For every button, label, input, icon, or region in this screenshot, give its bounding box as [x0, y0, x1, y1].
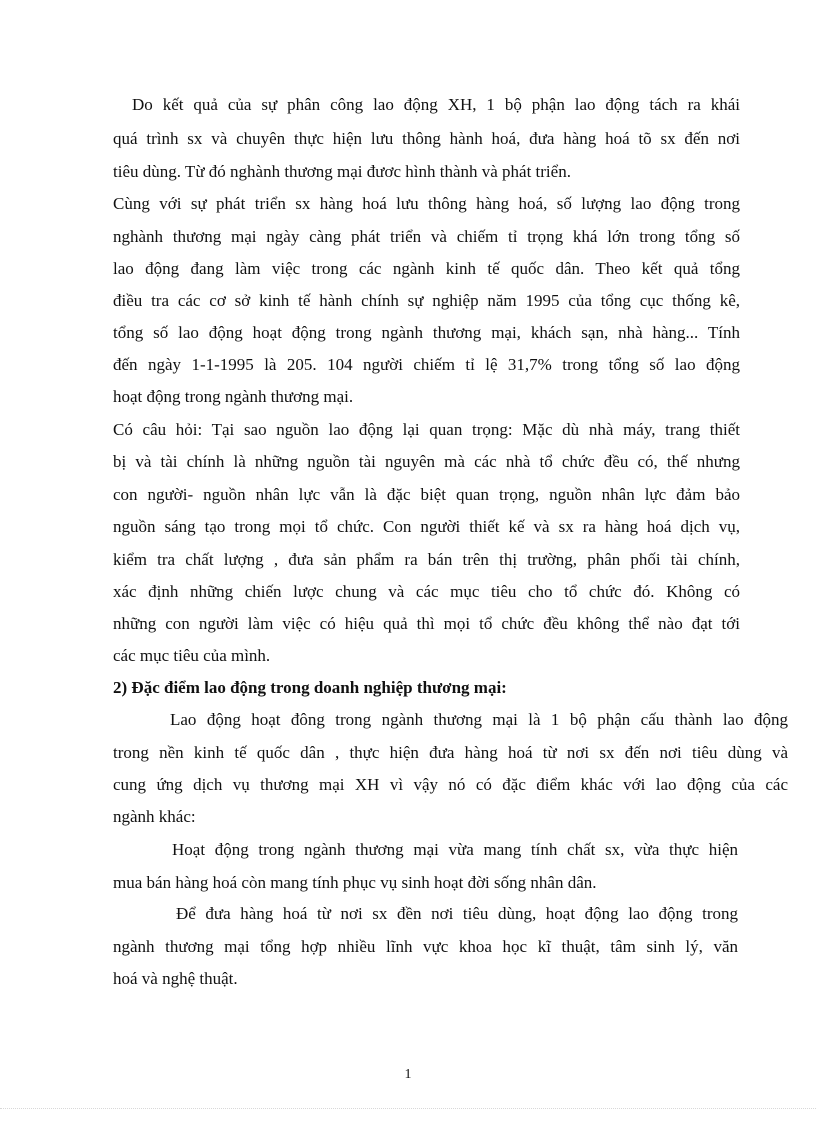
- page-bottom-divider: [0, 1108, 816, 1109]
- text-line: xác định những chiến lược chung và các mục tiêu cho tổ chức đó. Không có: [113, 582, 740, 601]
- text-line: quá trình sx và chuyên thực hiện lưu thông hành hoá, đưa hàng hoá tõ sx đến nơi: [113, 129, 740, 148]
- section-heading: 2) Đặc điểm lao động trong doanh nghiệp thương mại:: [113, 678, 507, 697]
- text-line: trong nền kinh tế quốc dân , thực hiện đưa hàng hoá từ nơi sx đến nơi tiêu dùng và: [113, 743, 788, 762]
- text-line: tiêu dùng. Từ đó nghành thương mại đươc hình thành và phát triển.: [113, 162, 571, 181]
- text-line: điều tra các cơ sở kinh tế hành chính sự nghiệp năm 1995 của tổng cục thống kê,: [113, 291, 740, 310]
- text-line: lao động đang làm việc trong các ngành kinh tế quốc dân. Theo kết quả tổng: [113, 259, 740, 278]
- text-line: nghành thương mại ngày càng phát triển và chiếm tỉ trọng khá lớn trong tổng số: [113, 227, 740, 246]
- text-line: Cùng với sự phát triển sx hàng hoá lưu thông hàng hoá, số lượng lao động trong: [113, 194, 740, 213]
- text-line: mua bán hàng hoá còn mang tính phục vụ sinh hoạt đời sống nhân dân.: [113, 873, 597, 892]
- text-line: Do kết quả của sự phân công lao động XH, 1 bộ phận lao động tách ra khái: [132, 95, 740, 114]
- text-line: hoá và nghệ thuật.: [113, 969, 238, 988]
- text-line: đến ngày 1-1-1995 là 205. 104 người chiếm tỉ lệ 31,7% trong tổng số lao động: [113, 355, 740, 374]
- text-line: tổng số lao động hoạt động trong ngành thương mại, khách sạn, nhà hàng... Tính: [113, 323, 740, 342]
- text-line: hoạt động trong ngành thương mại.: [113, 387, 354, 406]
- text-line: bị và tài chính là những nguồn tài nguyên mà các nhà tổ chức đều có, thế nhưng: [113, 452, 740, 471]
- text-line: Để đưa hàng hoá từ nơi sx đền nơi tiêu dùng, hoạt động lao động trong: [176, 904, 738, 923]
- text-line: ngành khác:: [113, 807, 196, 826]
- text-line: Lao động hoạt đông trong ngành thương mại là 1 bộ phận cấu thành lao động: [170, 710, 788, 729]
- text-line: những con người làm việc có hiệu quả thì mọi tổ chức đều không thể nào đạt tới: [113, 614, 740, 633]
- text-line: con người- nguồn nhân lực vẫn là đặc biệt quan trọng, nguồn nhân lực đảm bảo: [113, 485, 740, 504]
- text-line: cung ứng dịch vụ thương mại XH vì vậy nó có đặc điểm khác với lao động của các: [113, 775, 788, 794]
- text-line: Hoạt động trong ngành thương mại vừa mang tính chất sx, vừa thực hiện: [172, 840, 738, 859]
- page-number: 1: [404, 1067, 412, 1082]
- text-line: ngành thương mại tổng hợp nhiều lĩnh vực khoa học kĩ thuật, tâm sinh lý, văn: [113, 937, 738, 956]
- text-line: các mục tiêu của mình.: [113, 646, 271, 665]
- text-line: kiểm tra chất lượng , đưa sản phẩm ra bán trên thị trường, phân phối tài chính,: [113, 550, 740, 569]
- text-line: Có câu hỏi: Tại sao nguồn lao động lại quan trọng: Mặc dù nhà máy, trang thiết: [113, 420, 740, 439]
- text-line: nguồn sáng tạo trong mọi tổ chức. Con người thiết kế và sx ra hàng hoá dịch vụ,: [113, 517, 740, 536]
